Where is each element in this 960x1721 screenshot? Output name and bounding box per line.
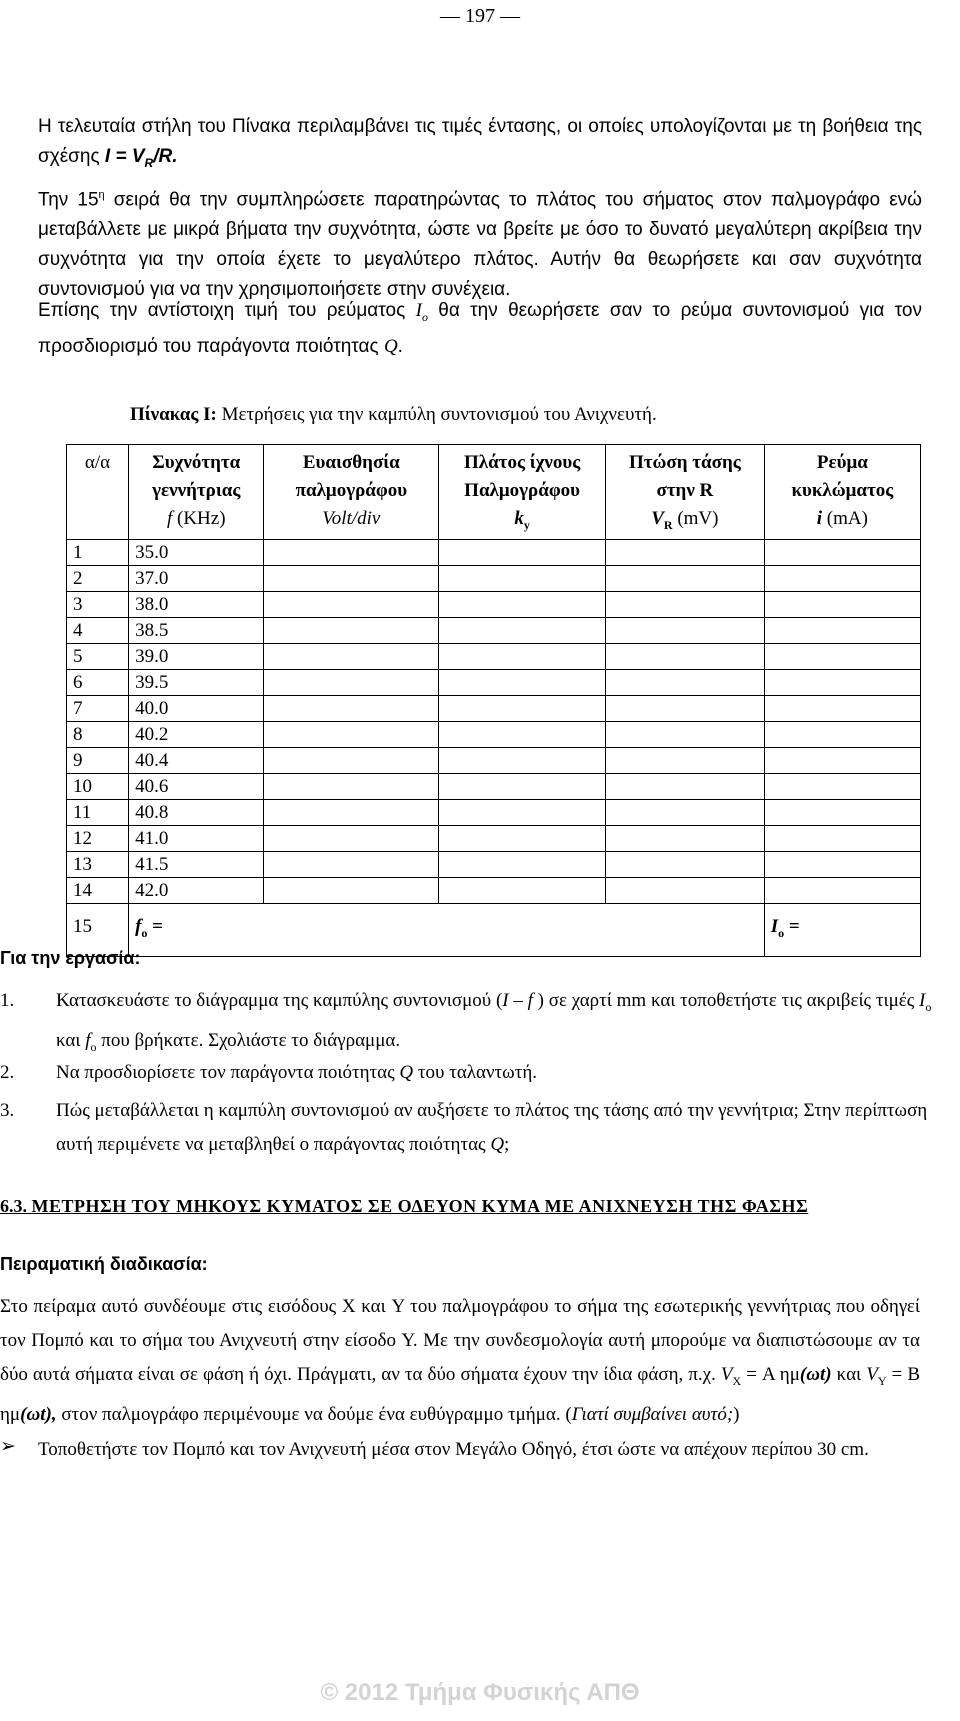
- io-eq: =: [784, 915, 800, 937]
- row-sensitivity: [264, 565, 439, 591]
- row-number: 7: [67, 695, 129, 721]
- task-text: –: [508, 990, 528, 1011]
- row-sensitivity: [264, 799, 439, 825]
- intro-paragraph-1: [38, 112, 922, 178]
- row-sensitivity: [264, 773, 439, 799]
- row-frequency: 39.5: [129, 669, 264, 695]
- row-sensitivity: [264, 721, 439, 747]
- row-sensitivity: [264, 539, 439, 565]
- row-frequency: 40.8: [129, 799, 264, 825]
- formula-sub: R: [144, 155, 154, 170]
- row-current: [764, 565, 920, 591]
- ordinal-sup: η: [98, 189, 105, 201]
- row-number: 6: [67, 669, 129, 695]
- arrow-bullet-icon: ➢: [0, 1436, 16, 1457]
- row-frequency: 40.4: [129, 747, 264, 773]
- footer-watermark: © 2012 Τμήμα Φυσικής ΑΠΘ: [320, 1679, 640, 1706]
- header-sensitivity-line1: Ευαισθησία: [302, 452, 400, 473]
- task-1: [0, 984, 948, 1064]
- intro-text: σειρά θα την συμπληρώσετε παρατηρώντας το πλάτος του σήματος στον παλμογράφο ενώ μεταβάλλετε με μικρά βήματα την συχνότητα, ώστε να βρείτε με όσο το δυνατό μεγαλύτερη ακρίβεια την συχνότητα για την οποία έχετε το μεγαλύτερο πλάτος. Αυτήν θα θεωρήσετε και σαν συχνότητα συντονισμού για να την χρησιμοποιήσετε στην συνέχεια.: [38, 189, 922, 301]
- header-aa-label: α/α: [84, 452, 111, 473]
- row-voltage: [606, 643, 765, 669]
- row-amplitude: [439, 591, 606, 617]
- procedure-text: Στο πείραμα αυτό συνδέουμε στις εισόδους X και Y του παλμογράφου το σήμα της εσωτερικής γεννήτριας που οδηγεί τον Πομπό και το σήμα του Ανιχνευτή στην είσοδο Y. Με την συνδεσμολογία αυτή μπορούμε να διαπιστώσουμε αν τα δύο αυτά σήματα είναι σε φάση ή όχι. Πράγματι, αν τα δύο σήματα έχουν την ίδια φάση, π.χ.: [0, 1296, 920, 1385]
- bullet-item: [0, 1434, 920, 1466]
- header-frequency-line2: γεννήτριας: [152, 480, 241, 501]
- row-sensitivity: [264, 591, 439, 617]
- header-aa: [67, 445, 129, 540]
- row-sensitivity: [264, 747, 439, 773]
- table-caption-label: Πίνακας Ι:: [130, 404, 217, 425]
- header-amplitude-line1: Πλάτος ίχνους: [463, 452, 581, 473]
- procedure-text: στον παλμογράφο περιμένουμε να δούμε ένα ευθύγραμμο τμήμα. (: [56, 1403, 572, 1425]
- vx-eq: = Α ημ: [741, 1364, 800, 1385]
- table-body: [67, 539, 921, 956]
- row-amplitude: [439, 799, 606, 825]
- row-number: 4: [67, 617, 129, 643]
- row-amplitude: [439, 851, 606, 877]
- fo-eq: =: [147, 915, 163, 937]
- row-sensitivity: [264, 669, 439, 695]
- io-symbol: I: [919, 990, 926, 1011]
- row-sensitivity: [264, 617, 439, 643]
- intro-paragraph-3: [38, 296, 922, 362]
- task-3: [0, 1094, 948, 1162]
- header-amplitude: [439, 445, 606, 540]
- header-frequency-unit: [135, 505, 257, 533]
- row-frequency: 35.0: [129, 539, 264, 565]
- f-symbol: f: [527, 990, 533, 1011]
- row-number: 11: [67, 799, 129, 825]
- header-voltage-line1: Πτώση τάσης: [628, 452, 741, 473]
- task-text: Πώς μεταβάλλεται η καμπύλη συντονισμού αν αυξήσετε το πλάτος της τάσης από την γεννήτρια; Στην περίπτωση αυτή περιμένετε να μεταβληθεί ο παράγοντας ποιότητας: [56, 1100, 928, 1155]
- table-row: [67, 539, 921, 565]
- row-number: 8: [67, 721, 129, 747]
- table-caption-text: Μετρήσεις για την καμπύλη συντονισμού του Ανιχνευτή.: [216, 404, 657, 425]
- q-symbol: Q: [399, 1062, 414, 1083]
- row-amplitude: [439, 565, 606, 591]
- intro-paragraph-2: [38, 180, 922, 305]
- row-frequency: 37.0: [129, 565, 264, 591]
- table-row: [67, 617, 921, 643]
- row-amplitude: [439, 825, 606, 851]
- row-current: [764, 539, 920, 565]
- row15-number: 15: [67, 903, 129, 956]
- task-number: 2.: [0, 1062, 15, 1083]
- table-row: [67, 695, 921, 721]
- row-voltage: [606, 721, 765, 747]
- row-voltage: [606, 851, 765, 877]
- header-current-line1: Ρεύμα: [816, 452, 868, 473]
- f-symbol: f: [166, 508, 173, 529]
- row-amplitude: [439, 643, 606, 669]
- row-current: [764, 695, 920, 721]
- table-header-row: [67, 445, 921, 540]
- header-current-line2: κυκλώματος: [791, 480, 894, 501]
- row-frequency: 39.0: [129, 643, 264, 669]
- v-sub: R: [663, 517, 673, 532]
- row-current: [764, 877, 920, 903]
- row-number: 1: [67, 539, 129, 565]
- row-voltage: [606, 539, 765, 565]
- row-sensitivity: [264, 851, 439, 877]
- row-number: 9: [67, 747, 129, 773]
- io-symbol: I: [415, 300, 422, 321]
- procedure-heading: Πειραματική διαδικασία:: [0, 1254, 208, 1274]
- task-number: 3.: [0, 1100, 15, 1121]
- row-amplitude: [439, 877, 606, 903]
- page-number: — 197 —: [440, 5, 520, 27]
- io-sub: o: [421, 309, 428, 324]
- q-symbol: Q: [383, 335, 398, 357]
- header-sensitivity-unit: [270, 505, 432, 533]
- row-current: [764, 773, 920, 799]
- section-number: 6.3.: [0, 1196, 27, 1216]
- task-text: ) σε χαρτί mm και τοποθετήστε τις ακριβείς τιμές: [532, 990, 920, 1011]
- header-sensitivity-line2: παλμογράφου: [295, 480, 408, 501]
- task-text: και: [56, 1029, 86, 1051]
- section-title: ΜΕΤΡΗΣΗ ΤΟΥ ΜΗΚΟΥΣ ΚΥΜΑΤΟΣ ΣΕ ΟΔΕΥΟΝ ΚΥΜΑ ΜΕ ΑΝΙΧΝΕΥΣΗ ΤΗΣ ΦΑΣΗΣ: [31, 1196, 809, 1216]
- row-current: [764, 799, 920, 825]
- table-row: [67, 851, 921, 877]
- io-sub: o: [778, 925, 785, 940]
- row-number: 14: [67, 877, 129, 903]
- table-row-15: [67, 903, 921, 956]
- vy-eq: = Β ημ: [0, 1364, 920, 1425]
- fo-sub: o: [141, 925, 148, 940]
- fo-symbol: f: [135, 915, 142, 937]
- header-amplitude-line2: Παλμογράφου: [464, 480, 581, 501]
- row-frequency: 40.0: [129, 695, 264, 721]
- fo-symbol: f: [85, 1029, 91, 1051]
- row-current: [764, 643, 920, 669]
- procedure-paragraph: [0, 1290, 920, 1432]
- intro-text: θα την θεωρήσετε σαν το ρεύμα συντονισμού για τον προσδιορισμό του παράγοντα ποιότητας: [38, 300, 922, 357]
- vy-sub: Y: [877, 1373, 887, 1388]
- row-voltage: [606, 591, 765, 617]
- unit-text: (mV): [672, 508, 719, 529]
- table-row: [67, 669, 921, 695]
- row-voltage: [606, 825, 765, 851]
- task-text: Κατασκευάστε το διάγραμμα της καμπύλης συντονισμού (: [56, 990, 503, 1011]
- procedure-text: ): [733, 1403, 740, 1425]
- i-symbol: I: [502, 990, 509, 1011]
- header-frequency: [129, 445, 264, 540]
- tasks-heading: Για την εργασία:: [0, 948, 141, 968]
- row-sensitivity: [264, 877, 439, 903]
- row-frequency: 42.0: [129, 877, 264, 903]
- io-symbol: I: [770, 915, 779, 937]
- row-amplitude: [439, 539, 606, 565]
- row-amplitude: [439, 669, 606, 695]
- k-symbol: k: [514, 508, 524, 529]
- intro-text: .: [397, 335, 403, 357]
- row-frequency: 41.0: [129, 825, 264, 851]
- row-frequency: 40.6: [129, 773, 264, 799]
- task-text: που βρήκατε. Σχολιάστε το διάγραμμα.: [96, 1029, 401, 1051]
- row-voltage: [606, 669, 765, 695]
- table-row: [67, 643, 921, 669]
- header-voltage-unit: [612, 505, 758, 539]
- row-current: [764, 591, 920, 617]
- header-amplitude-unit: [445, 505, 599, 539]
- row-frequency: 38.5: [129, 617, 264, 643]
- header-current: [764, 445, 920, 540]
- procedure-question: Γιατί συμβαίνει αυτό;: [571, 1403, 734, 1425]
- table-row: [67, 721, 921, 747]
- row-voltage: [606, 617, 765, 643]
- row-number: 2: [67, 565, 129, 591]
- row-sensitivity: [264, 695, 439, 721]
- vx-symbol: V: [720, 1364, 733, 1385]
- row-voltage: [606, 747, 765, 773]
- io-sub: o: [925, 999, 932, 1014]
- v-symbol: V: [651, 508, 664, 529]
- table-row: [67, 825, 921, 851]
- row-amplitude: [439, 747, 606, 773]
- row-number: 5: [67, 643, 129, 669]
- table-row: [67, 565, 921, 591]
- fo-sub: o: [90, 1039, 97, 1054]
- task-number: 1.: [0, 990, 15, 1011]
- k-sub: y: [523, 517, 530, 532]
- row-voltage: [606, 565, 765, 591]
- bullet-text: Τοποθετήστε τον Πομπό και τον Ανιχνευτή μέσα στον Μεγάλο Οδηγό, έτσι ώστε να απέχουν περίπου 30 cm.: [38, 1439, 869, 1460]
- row-number: 3: [67, 591, 129, 617]
- row-current: [764, 851, 920, 877]
- vx-sub: X: [732, 1373, 742, 1388]
- row-amplitude: [439, 773, 606, 799]
- vy-symbol: V: [866, 1364, 878, 1385]
- row-number: 13: [67, 851, 129, 877]
- vy-arg: (ωt),: [20, 1403, 57, 1425]
- row-amplitude: [439, 721, 606, 747]
- row-number: 10: [67, 773, 129, 799]
- unit-text: (mA): [822, 508, 868, 529]
- row-frequency: 38.0: [129, 591, 264, 617]
- header-frequency-line1: Συχνότητα: [152, 452, 241, 473]
- table-row: [67, 591, 921, 617]
- row-frequency: 41.5: [129, 851, 264, 877]
- row-current: [764, 747, 920, 773]
- header-current-unit: [771, 505, 914, 533]
- row-sensitivity: [264, 825, 439, 851]
- intro-text: Την 15: [38, 189, 99, 211]
- row-amplitude: [439, 695, 606, 721]
- row-voltage: [606, 799, 765, 825]
- task-text: του ταλαντωτή.: [413, 1062, 538, 1083]
- row-amplitude: [439, 617, 606, 643]
- table-row: [67, 799, 921, 825]
- procedure-text: και: [831, 1364, 867, 1385]
- q-symbol: Q: [490, 1134, 505, 1155]
- row-voltage: [606, 695, 765, 721]
- row-current: [764, 825, 920, 851]
- formula-end: /R.: [153, 146, 178, 167]
- row-frequency: 40.2: [129, 721, 264, 747]
- row-current: [764, 617, 920, 643]
- table-row: [67, 747, 921, 773]
- measurements-table: [66, 444, 921, 957]
- intro-text: Η τελευταία στήλη του Πίνακα περιλαμβάνει τις τιμές έντασης, οι οποίες υπολογίζονται με τη βοήθεια της σχέσης: [38, 116, 922, 167]
- unit-text: (KHz): [172, 508, 226, 529]
- intro-text: Επίσης την αντίστοιχη τιμή του ρεύματος: [38, 300, 416, 321]
- row-number: 12: [67, 825, 129, 851]
- section-heading: [0, 1194, 808, 1219]
- row-voltage: [606, 877, 765, 903]
- task-text: Να προσδιορίσετε τον παράγοντα ποιότητας: [56, 1062, 400, 1083]
- row-sensitivity: [264, 643, 439, 669]
- table-row: [67, 773, 921, 799]
- header-voltage-line2: στην R: [656, 480, 714, 501]
- row-voltage: [606, 773, 765, 799]
- formula: I = V: [104, 146, 145, 167]
- task-text: ;: [504, 1134, 510, 1155]
- vx-arg: (ωt): [799, 1364, 832, 1385]
- unit-text: Volt/div: [322, 508, 381, 529]
- table-caption: [130, 402, 830, 429]
- task-2: [0, 1056, 948, 1090]
- header-voltage: [606, 445, 765, 540]
- table-row: [67, 877, 921, 903]
- header-sensitivity: [264, 445, 439, 540]
- row15-fo: [129, 903, 765, 956]
- i-symbol: i: [816, 508, 823, 529]
- row15-io: [764, 903, 920, 956]
- row-current: [764, 721, 920, 747]
- row-current: [764, 669, 920, 695]
